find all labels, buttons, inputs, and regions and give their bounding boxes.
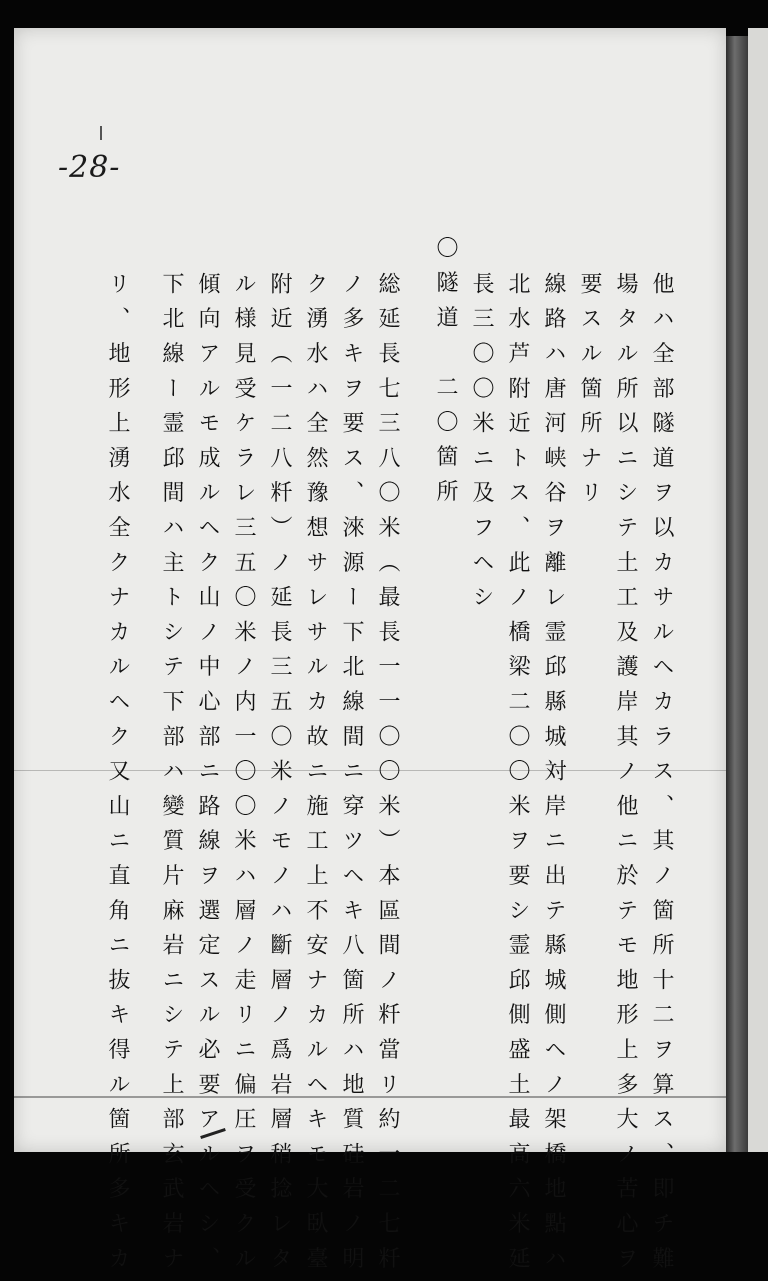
page-number: -28-	[58, 150, 121, 185]
text-column-13: 下北線ー霊邱間ハ主トシテ下部ハ變質片麻岩ニシテ上部玄武岩ナ	[159, 272, 184, 1281]
text-column-1: 他ハ全部隧道ヲ以カサルヘカラス、其ノ箇所十二ヲ算ス、即チ難	[649, 272, 674, 1281]
page-binding-edge	[726, 36, 748, 1152]
text-column-14: リ、地形上湧水全クナカルヘク又山ニ直角ニ抜キ得ル箇所多キカ	[105, 272, 130, 1281]
text-column-6: 長三〇〇米ニ及フヘシ	[469, 272, 494, 620]
text-column-9: ク湧水ハ全然豫想サレサルカ故ニ施工上不安ナカルヘキモ大臥臺	[303, 272, 328, 1281]
text-column-3: 要スル箇所ナリ	[577, 272, 602, 516]
text-column-5: 北水芦附近トス、此ノ橋梁二〇〇米ヲ要シ霊邱側盛土最高六米延	[505, 272, 530, 1281]
underlying-page	[748, 28, 768, 1152]
text-column-12: 傾向アルモ成ルヘク山ノ中心部ニ路線ヲ選定スル必要アルヘシ、	[195, 272, 220, 1281]
pencil-tick-mark	[100, 126, 102, 140]
section-heading: 〇隧道 二〇箇所	[433, 236, 458, 515]
text-column-10: 附近（一二八粁）ノ延長三五〇米ノモノハ斷層ノ爲岩層稍捻レタ	[267, 272, 292, 1281]
text-column-4: 線路ハ唐河峡谷ヲ離レ霊邱縣城対岸ニ出テ縣城側ヘノ架橋地點ハ	[541, 272, 566, 1281]
text-column-7: 総延長七三八〇米（最長一一〇〇米）本區間ノ粁當リ約一二七粁	[375, 272, 400, 1281]
text-column-8: ノ多キヲ要ス、淶源ー下北線間ニ穿ツヘキ八箇所ハ地質硅岩ノ明	[339, 272, 364, 1281]
text-column-11: ル様見受ケラレ三五〇米ノ内一〇〇米ハ層ノ走リニ偏圧ヲ受クル	[231, 272, 256, 1281]
text-column-2: 場タル所以ニシテ土工及護岸其ノ他ニ於テモ地形上多大ノ苦心ヲ	[613, 272, 638, 1281]
